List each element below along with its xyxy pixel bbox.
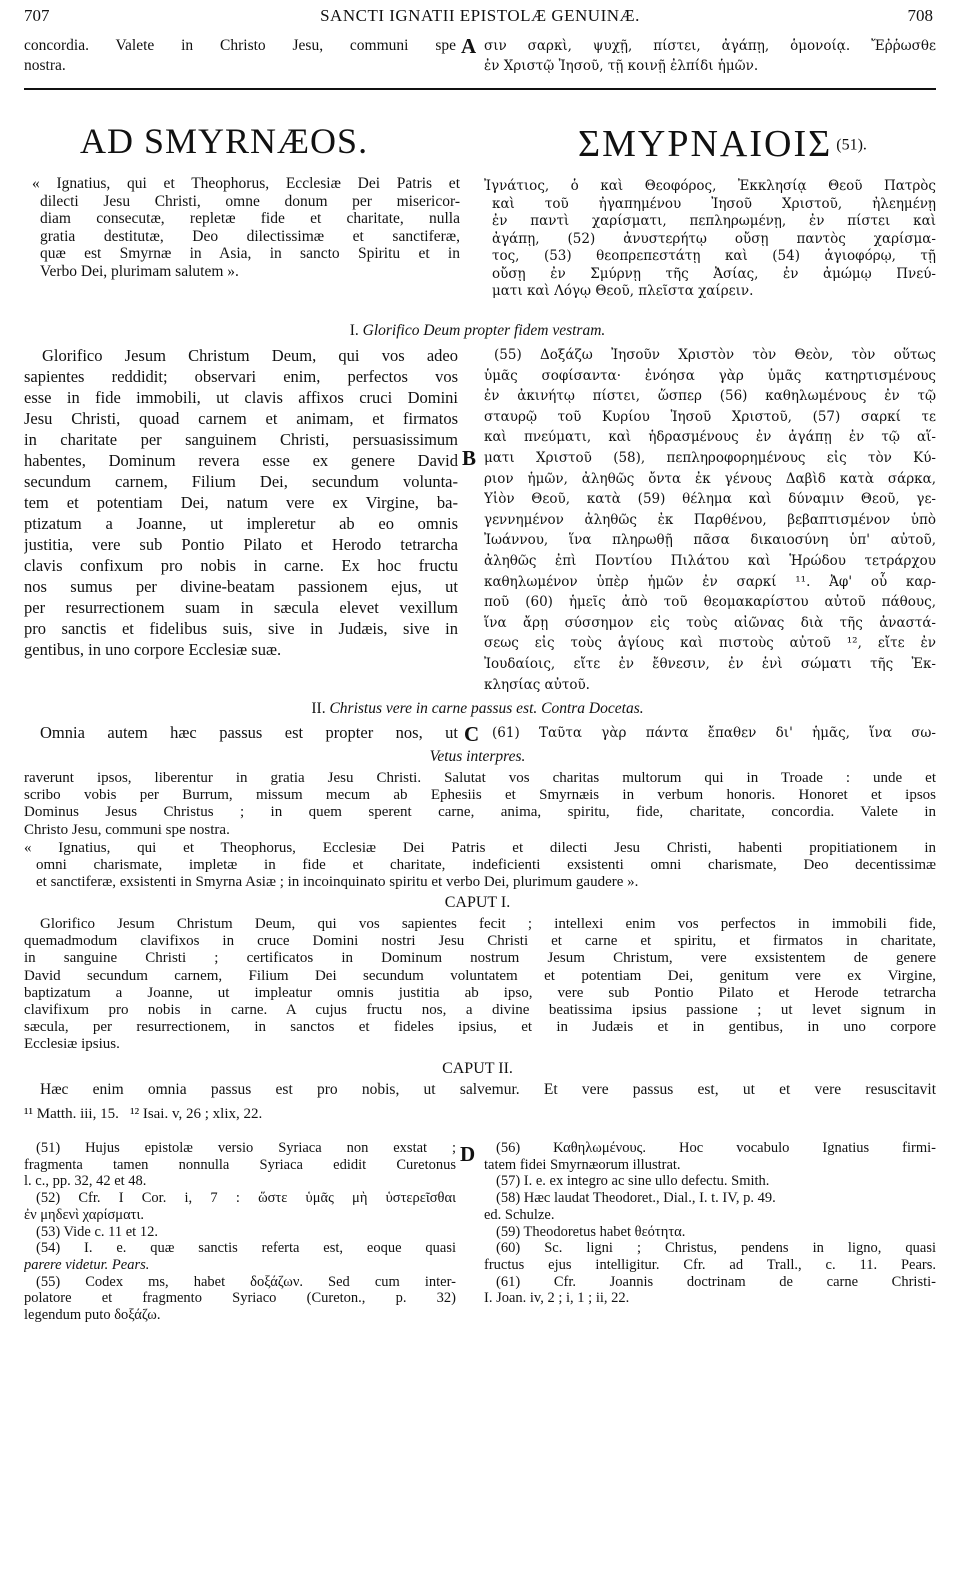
footnote-line: polatore et fragmento Syriaco (Cureton., p. 32)	[24, 1290, 456, 1307]
section-2-latin: Omnia autem hæc passus est propter nos, ut	[40, 723, 458, 742]
page-number-right: 708	[907, 6, 933, 25]
text-line: τος, (53) θεοπρεπεστάτῃ καὶ (54) ἁγιοφόρῳ, τῇ	[492, 248, 936, 264]
text-line: sæcula, per resurrectionem, in sanctos et fideles ipsius, et in Judæis et in gentibus, in uno corpore	[24, 1019, 936, 1036]
caput-1-heading: CAPUT I.	[444, 894, 511, 911]
text-line: tem et potentiam Dei, natum vere ex Virgine, ba-	[24, 493, 458, 512]
vetus-paragraph-1	[24, 770, 936, 839]
section-number-2: II.	[311, 700, 330, 717]
title-latin: AD SMYRNÆOS.	[80, 121, 369, 161]
section-heading-2-text: Christus vere in carne passus est. Contra Docetas.	[329, 700, 644, 717]
footnotes-right	[484, 1140, 936, 1307]
section-1-greek	[484, 345, 936, 695]
text-line: in sanguine Christi ; certificatos in Dominum nostrum Jesum Christum, vere exsistentem de genere	[24, 950, 936, 967]
text-line: Ἰουδαίοις, εἴτε ἐν ἔθνεσιν, ἐν ἑνὶ σώματι τῆς Ἐκ-	[484, 655, 936, 672]
vetus-paragraph-2	[24, 840, 936, 892]
text-line: σταυρῷ τοῦ Κυρίου Ἰησοῦ Χριστοῦ, (57) σαρκί τε	[484, 408, 936, 425]
text-line: Ἰγνάτιος, ὁ καὶ Θεοφόρος, Ἐκκλησίᾳ Θεοῦ Πατρὸς	[484, 178, 936, 194]
text-line: Verbo Dei, plurimam salutem ».	[40, 262, 239, 280]
margin-marker-a: A	[461, 34, 477, 58]
text-line: ποῦ (60) ἡμεῖς ἀπὸ τοῦ θεομακαρίστου αὐτοῦ πάθους,	[484, 594, 936, 611]
text-line: ἐν ἀκινήτῳ πίστει, ὥσπερ (56) καθηλωμένους ἐν τῷ	[484, 388, 936, 405]
text-line: David secundum carnem, Filium Dei secundum voluntatem et potentiam Dei, genitum vere ex Virgine,	[24, 967, 936, 984]
margin-marker-b: B	[462, 446, 477, 470]
text-line: ἀληθῶς ἐπὶ Ποντίου Πιλάτου καὶ Ἡρώδου τετράρχου	[484, 552, 936, 569]
title-greek-note: (51).	[836, 136, 867, 154]
running-title: SANCTI IGNATII EPISTOLÆ GENUINÆ.	[320, 6, 640, 25]
text-line: Glorifico Jesum Christum Deum, qui vos adeo	[42, 346, 458, 365]
footnote-line: (61) Cfr. Joannis doctrinam de carne Christi-	[496, 1273, 936, 1290]
text-line: ἐν παντὶ χαρίσματι, πεπληρωμένῃ, ἐν πίστει καὶ	[492, 213, 936, 229]
text-line: gentibus, in uno corpore Ecclesiæ suæ.	[24, 640, 282, 659]
section-2-greek: (61) Ταῦτα γὰρ πάντα ἔπαθεν δι' ἡμᾶς, ἵνα σω-	[492, 725, 936, 741]
footnote-line: ed. Schulze.	[484, 1206, 555, 1223]
text-line: diam consecutæ, repletæ fide et charitate, nulla	[40, 210, 460, 227]
text-line: ὑμᾶς σοφίσαντα· ἐνόησα γὰρ ὑμᾶς κατηρτισμένους	[484, 367, 936, 384]
text-line: οὔσῃ ἐν Σμύρνῃ τῆς Ἀσίας, ἐν ἀμώμῳ Πνεύ-	[492, 265, 936, 282]
intro-latin	[32, 175, 460, 280]
text-line: habentes, Dominum revera esse ex genere David	[24, 451, 458, 470]
footnote-line: ἐν μηδενὶ χαρίσματι.	[24, 1206, 145, 1223]
text-line: baptizatum a Joanne, ut impleatur omnis justitia ab ipso, vere sub Pontio Pilato et Herode tetrarcha	[24, 984, 936, 1001]
text-line: ἐν Χριστῷ Ἰησοῦ, τῇ κοινῇ ἐλπίδι ἡμῶν.	[484, 58, 759, 74]
text-line: per resurrectionem suam in sæcula elevet vexillum	[24, 598, 458, 617]
text-line: clavifixum pro nobis in carne. A cujus fructu nos, a divine beatissima ipsius passione ; ut levet signum in	[24, 1002, 936, 1019]
footnote-line: (55) Codex ms, habet δοξάζων. Sed cum inter-	[36, 1273, 456, 1290]
section-heading-1-text: Glorifico Deum propter fidem vestram.	[362, 322, 606, 339]
section-heading-1: I. Glorifico Deum propter fidem vestram.	[349, 322, 606, 339]
text-line: ματι καὶ Λόγῳ Θεοῦ, πλεῖστα χαίρειν.	[492, 283, 754, 299]
text-line: ματι Χριστοῦ (58), πεπληροφορημένους εἰς τὸν Κύ-	[484, 449, 936, 466]
footnote-line: (56) Καθηλωμένους. Hoc vocabulo Ignatius firmi-	[496, 1140, 936, 1156]
text-line: nos sumus per divine-beatam passionem ejus, ut	[24, 577, 458, 596]
caput-2-heading: CAPUT II.	[442, 1060, 513, 1077]
caput-2-text: Hæc enim omnia passus est pro nobis, ut salvemur. Et vere passus est, ut et vere resuscitavit	[40, 1081, 936, 1098]
text-line: justitia, vere sub Pontio Pilato et Herodo tetrarcha	[24, 535, 458, 554]
text-line: esse in fide immobili, ut clavis affixos cruci Domini	[24, 388, 458, 407]
text-line: ἀγάπῃ, (52) ἀνυστερήτῳ οὔσῃ παντὸς χαρίσμα-	[492, 230, 936, 247]
text-line: et sanctiferæ, exsistenti in Smyrna Asiæ ; in incoinquinato spiritu et verbo Dei, plurimum gaudere ».	[36, 874, 639, 891]
text-line: γεννημένον ἀληθῶς ἐκ Παρθένου, βεβαπτισμένον ὑπὸ	[484, 511, 936, 528]
text-line: sapientes reddidit; observari enim, perfectos vos	[24, 367, 458, 386]
text-line: secundum carnem, Filium Dei, secundum volunta-	[24, 472, 458, 491]
text-line: dilecti Jesu Christi, omne donum per misericor-	[40, 192, 460, 210]
text-line: σεως εἰς τοὺς ἁγίους καὶ πιστοὺς αὐτοῦ ¹², εἴτε ἐν	[484, 635, 936, 652]
section-heading-2	[0, 700, 955, 718]
caput-1-text	[24, 916, 936, 1054]
text-line: quemadmodum clavifixos in cruce Domini nostri Jesu Christi et carne et spiritu, et firmatos in charitate,	[24, 933, 936, 950]
text-line: nostra.	[24, 57, 66, 74]
footnote-line: (60) Sc. ligni ; Christus, pendens in ligno, quasi	[496, 1240, 936, 1257]
footnote-line: (51) Hujus epistolæ versio Syriaca non exstat ;	[36, 1140, 456, 1156]
text-line: gratia destitutæ, Deo dilectissimæ et sanctiferæ,	[40, 227, 460, 245]
footnote-line: (59) Theodoretus habet θεότητα.	[496, 1223, 686, 1240]
top-carry-latin	[24, 36, 456, 76]
text-line: καὶ πνεύματι, καὶ ἡδρασμένους ἐν ἀγάπῃ ἐν τῷ αἵ-	[484, 429, 936, 446]
title-greek-block	[578, 122, 867, 166]
footnote-line: parere videtur. Pears.	[24, 1256, 150, 1273]
text-line: raverunt ipsos, liberentur in gratia Jesu Christi. Salutat vos charitas multorum qui in Troade : unde et	[24, 770, 936, 786]
text-line: « Ignatius, qui et Theophorus, Ecclesiæ Dei Patris et	[32, 175, 460, 192]
footnote-line: l. c., pp. 32, 42 et 48.	[24, 1173, 147, 1190]
text-line: omni charismate, impletæ in fide et charitate, indeficienti exsistenti omni charismate, Deo decentissimæ	[36, 857, 936, 874]
section-1-latin	[24, 345, 458, 660]
vetus-interpres-heading: Vetus interpres.	[429, 748, 526, 765]
footnote-line: I. Joan. iv, 2 ; i, 1 ; ii, 22.	[484, 1290, 630, 1307]
footnote-line: (53) Vide c. 11 et 12.	[36, 1223, 158, 1240]
footnote-line: (57) I. e. ex integro ac sine ullo defectu. Smith.	[496, 1173, 770, 1190]
intro-greek	[484, 178, 936, 301]
footnote-line: (52) Cfr. I Cor. i, 7 : ὥστε ὑμᾶς μὴ ὑστερεῖσθαι	[36, 1190, 456, 1207]
text-line: Jesu Christi, quoad carnem et animam, et firmatos	[24, 409, 458, 428]
scripture-references: ¹¹ Matth. iii, 15. ¹² Isai. v, 26 ; xlix, 22.	[24, 1106, 263, 1122]
text-line: in charitate per sanguinem Christi, persuasissimum	[24, 430, 458, 449]
footnote-line: (58) Hæc laudat Theodoret., Dial., I. t. IV, p. 49.	[496, 1190, 776, 1207]
text-line: Glorifico Jesum Christum Deum, qui vos sapientes fecit ; intellexi enim vos perfectos in immobili fide,	[40, 916, 936, 932]
text-line: « Ignatius, qui et Theophorus, Ecclesiæ Dei Patris et dilecti Jesu Christi, habenti propitiationem in	[24, 840, 936, 856]
footnote-line: tatem fidei Smyrnæorum illustrat.	[484, 1156, 681, 1173]
text-line: scribo vobis per Burrum, missum mecum ab Ephesiis et Smyrnæis in verbum honoris. Honoret et ipsos	[24, 787, 936, 804]
page-number-left: 707	[24, 6, 50, 25]
text-line: ptizatum a Joanne, ut impleretur ab eo omnis	[24, 514, 458, 533]
footnote-line: fragmenta tamen nonnulla Syriaca edidit Curetonus	[24, 1156, 456, 1173]
text-line: Christo Jesu, communi spe nostra.	[24, 821, 230, 838]
text-line: ἵνα ἄρῃ σύσσημον εἰς τοὺς αἰῶνας διὰ τῆς ἀναστά-	[484, 614, 936, 631]
text-line: Υἱὸν Θεοῦ, κατὰ (59) θέλημα καὶ δύναμιν Θεοῦ, γε-	[484, 491, 936, 508]
footnote-line: legendum puto δοξάζω.	[24, 1307, 161, 1324]
footnote-line: (54) I. e. quæ sanctis referta est, eoque quasi	[36, 1240, 456, 1257]
header-rule	[24, 88, 936, 90]
text-line: καὶ τοῦ ἠγαπημένου Ἰησοῦ Χριστοῦ, ἠλεημένῃ	[492, 195, 936, 212]
footnotes-left	[24, 1140, 456, 1324]
text-line: Dominus Jesus Christus ; in quem sperent carne, anima, spiritu, fide, charitate, concordia. Valete in	[24, 804, 936, 821]
text-line: pro sanctis et fidelibus suis, sive in Judæis, sive in	[24, 619, 458, 638]
text-line: καθηλωμένον ὑπὲρ ἡμῶν ἐν σαρκί ¹¹. Ἀφ' οὗ καρ-	[484, 573, 936, 590]
text-line: clavis confixum pro nobis in carne. Ex hoc fructu	[24, 556, 458, 575]
top-carry-greek	[484, 36, 936, 76]
text-line: quæ est Smyrnæ in Asia, in sancto Spiritu et in	[40, 245, 460, 262]
text-line: (55) Δοξάζω Ἰησοῦν Χριστὸν τὸν Θεὸν, τὸν οὕτως	[494, 347, 936, 363]
text-line: concordia. Valete in Christo Jesu, communi spe	[24, 37, 456, 54]
text-line: κλησίας αὐτοῦ.	[484, 676, 590, 693]
text-line: Ἰωάννου, ἵνα πληρωθῇ πᾶσα δικαιοσύνη ὑπ' αὐτοῦ,	[484, 532, 936, 549]
text-line: σιν σαρκὶ, ψυχῇ, πίστει, ἀγάπῃ, ὁμονοίᾳ. Ἔῤῥωσθε	[484, 38, 936, 54]
footnote-line: fructus ejus intelligitur. Cfr. ad Trall., c. 11. Pears.	[484, 1256, 936, 1273]
title-greek: ΣΜΥΡΝΑΙΟΙΣ	[578, 123, 833, 165]
margin-marker-c: C	[464, 722, 480, 746]
text-line: Ecclesiæ ipsius.	[24, 1036, 120, 1053]
text-line: ριον ἡμῶν, ἀληθῶς ὄντα ἐκ γένους Δαβὶδ κατὰ σάρκα,	[484, 470, 936, 487]
margin-marker-d: D	[460, 1142, 476, 1166]
